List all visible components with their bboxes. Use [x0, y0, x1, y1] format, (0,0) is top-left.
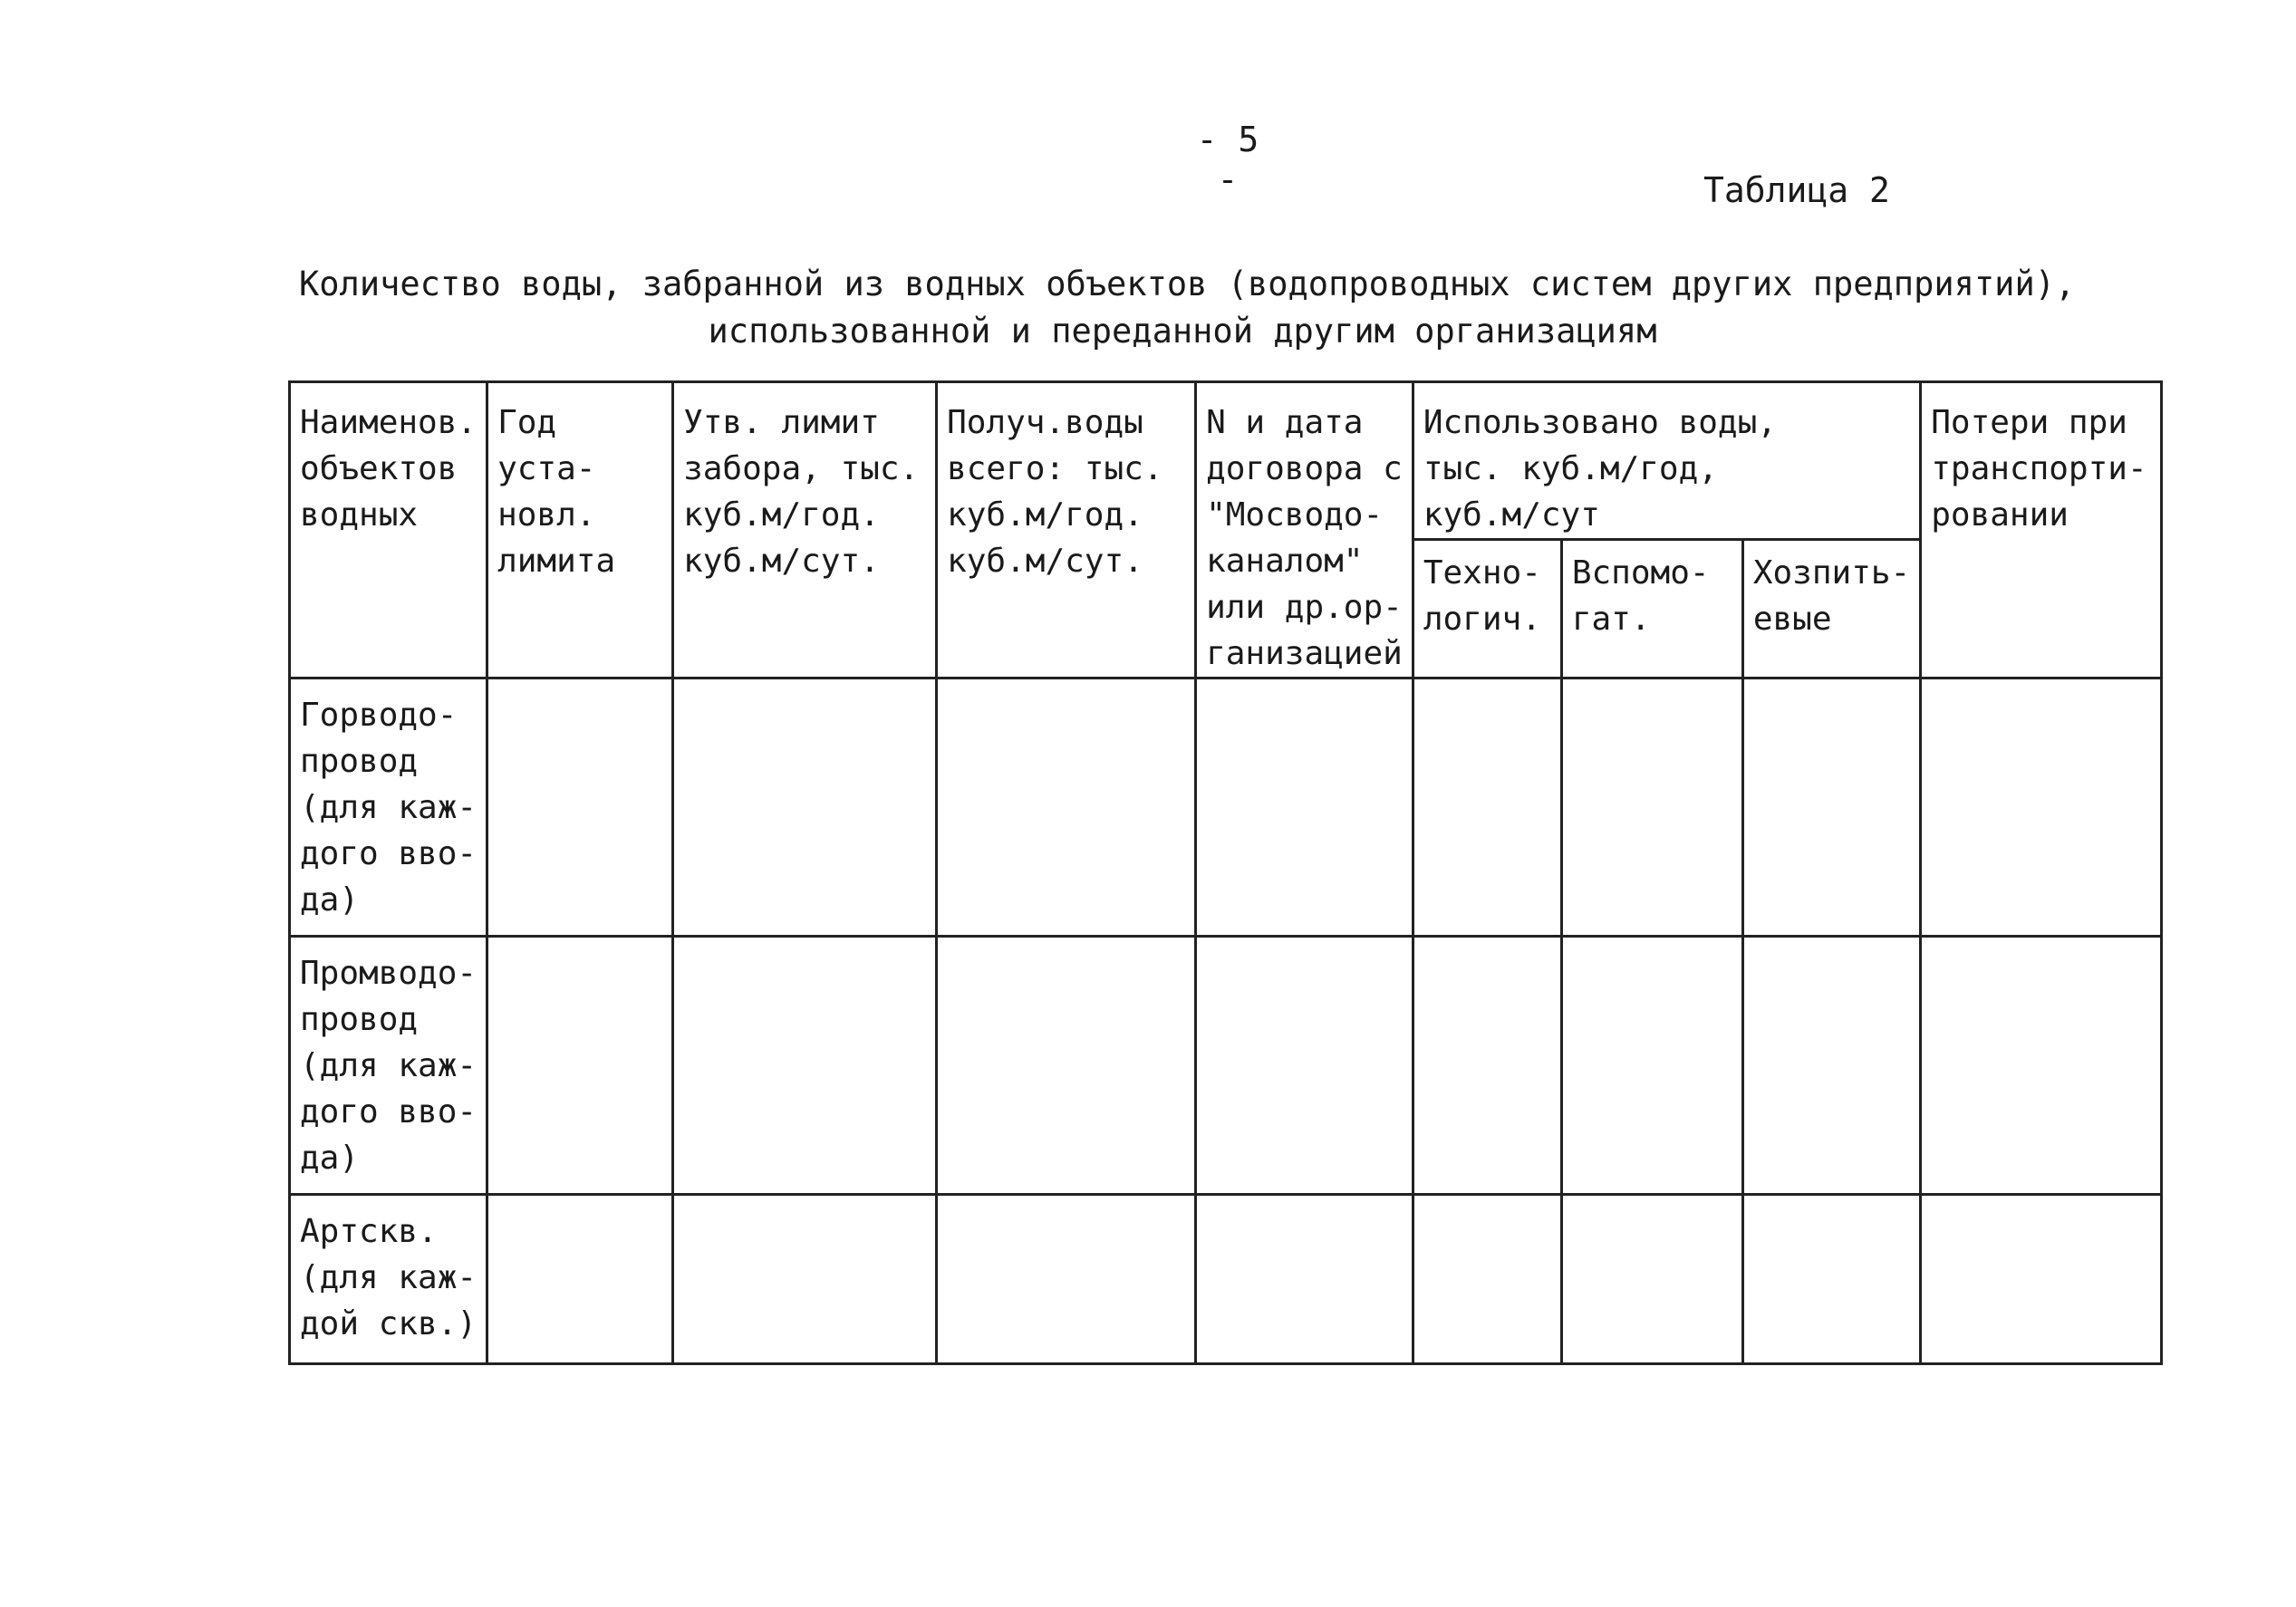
page-number: - 5 - [1196, 120, 1259, 199]
table-row [290, 937, 2162, 1195]
table-cell [487, 678, 673, 937]
table-label: Таблица 2 [1703, 170, 1890, 210]
table-cell [673, 1195, 937, 1364]
subheader-auxiliary: Вспомо- гат. [1561, 540, 1742, 678]
row-label: Промводо- провод (для каж- дого вво- да) [290, 937, 487, 1195]
table-cell [1413, 1195, 1561, 1364]
header-object-name: Наименов. объектов водных [290, 382, 487, 678]
table-cell [673, 678, 937, 937]
table-cell [1561, 1195, 1742, 1364]
subheader-household: Хозпить- евые [1742, 540, 1920, 678]
table-cell [1742, 937, 1920, 1195]
table-title-line-2: использованной и переданной другим организациям [708, 312, 1657, 351]
table-cell [487, 1195, 673, 1364]
table-cell [937, 678, 1196, 937]
table-cell [1561, 678, 1742, 937]
table-cell [487, 937, 673, 1195]
table-title-line-1: Количество воды, забранной из водных объектов (водопроводных систем других предприятий), [299, 265, 2076, 303]
header-contract: N и дата договора с "Мосводо- каналом" или др.ор- ганизацией [1196, 382, 1413, 678]
table-row [290, 1195, 2162, 1364]
header-limit-year: Год уста- новл. лимита [487, 382, 673, 678]
row-label: Горводо- провод (для каж- дого вво- да) [290, 678, 487, 937]
subheader-technological: Техно- логич. [1413, 540, 1561, 678]
table-title [299, 261, 2076, 355]
table-cell [1742, 678, 1920, 937]
header-row [290, 382, 2162, 540]
table-cell [1413, 678, 1561, 937]
table-cell [1921, 937, 2162, 1195]
table-cell [1921, 1195, 2162, 1364]
table-cell [1921, 678, 2162, 937]
table-cell [1196, 937, 1413, 1195]
table-cell [1196, 1195, 1413, 1364]
table-cell [937, 1195, 1196, 1364]
table-row [290, 678, 2162, 937]
table-cell [1196, 678, 1413, 937]
table-cell [673, 937, 937, 1195]
table-cell [937, 937, 1196, 1195]
table-cell [1413, 937, 1561, 1195]
table-cell [1561, 937, 1742, 1195]
header-transport-losses: Потери при транспорти- ровании [1921, 382, 2162, 678]
header-approved-limit: Утв. лимит забора, тыс. куб.м/год. куб.м/сут. [673, 382, 937, 678]
water-usage-table [288, 380, 2163, 1365]
table-cell [1742, 1195, 1920, 1364]
header-water-used: Использовано воды, тыс. куб.м/год, куб.м/сут [1413, 382, 1920, 540]
header-water-received: Получ.воды всего: тыс. куб.м/год. куб.м/сут. [937, 382, 1196, 678]
row-label: Артскв. (для каж- дой скв.) [290, 1195, 487, 1364]
